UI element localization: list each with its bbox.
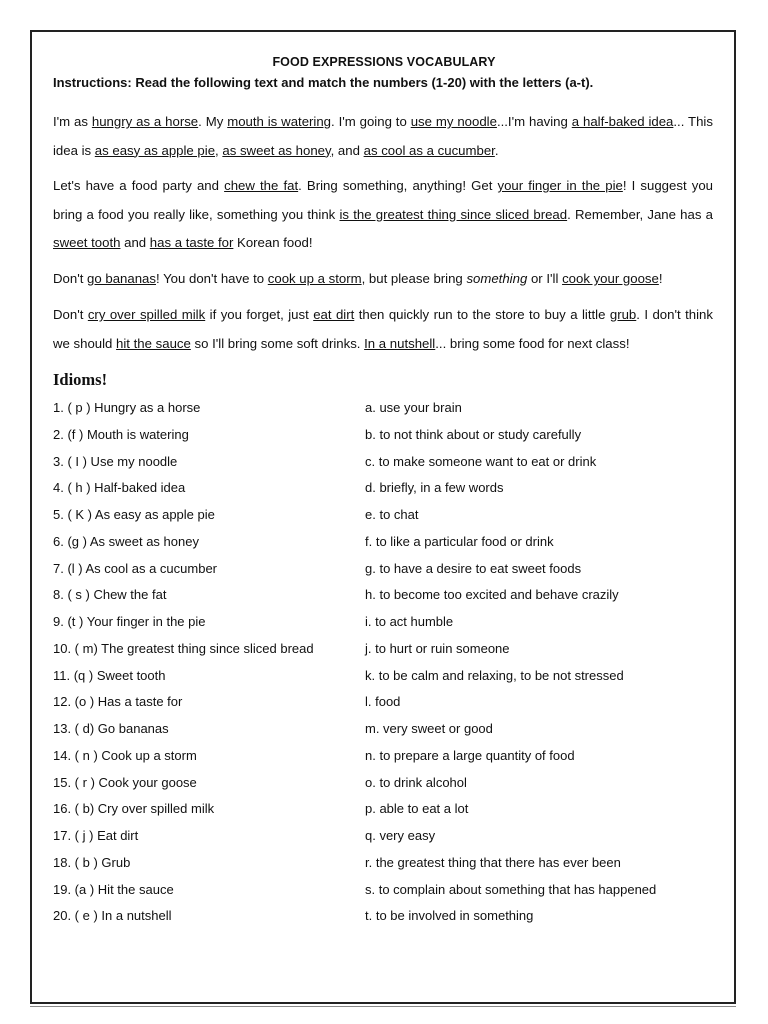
instructions: Instructions: Read the following text and match the numbers (1-20) with the letters (a-t).	[53, 75, 594, 90]
text-run: ...I'm having	[496, 114, 572, 129]
underlined-idiom: a half-baked idea	[571, 114, 674, 129]
text-run: , but please bring	[361, 271, 467, 286]
idiom-item: 12. (o ) Has a taste for	[53, 694, 183, 710]
underlined-idiom: as easy as apple pie	[94, 142, 216, 158]
underlined-idiom: is the greatest thing since sliced bread	[339, 206, 568, 222]
meaning-item: g. to have a desire to eat sweet foods	[365, 560, 582, 576]
text-run: if you forget, just	[205, 307, 314, 322]
idiom-item: 1. ( p ) Hungry as a horse	[53, 400, 201, 415]
paragraph-4	[53, 301, 713, 358]
underlined-idiom: eat dirt	[313, 307, 355, 322]
idiom-item: 17. ( j ) Eat dirt	[53, 828, 139, 843]
meaning-item: e. to chat	[365, 507, 419, 522]
page-title: FOOD EXPRESSIONS VOCABULARY	[272, 55, 496, 69]
text-run: ,	[215, 142, 223, 158]
meaning-item: r. the greatest thing that there has ever been	[365, 854, 621, 870]
underlined-idiom: grub	[609, 307, 637, 322]
text-run: ! You don't have to	[155, 271, 268, 286]
text-run: Don't	[53, 307, 88, 322]
italic-text: something	[466, 271, 528, 286]
text-run: so I'll bring some soft drinks.	[190, 335, 365, 351]
page-bottom-rule	[30, 1006, 736, 1007]
meaning-item: t. to be involved in something	[365, 908, 534, 924]
underlined-idiom: hit the sauce	[116, 335, 191, 351]
paragraph-2	[53, 172, 713, 258]
meaning-item: q. very easy	[365, 828, 436, 843]
idioms-heading: Idioms!	[53, 370, 108, 389]
idiom-item: 3. ( I ) Use my noodle	[53, 453, 178, 469]
underlined-idiom: as sweet as honey	[222, 142, 331, 158]
meaning-item: m. very sweet or good	[365, 721, 493, 736]
meaning-item: c. to make someone want to eat or drink	[365, 453, 597, 469]
text-run: and	[120, 235, 150, 250]
meaning-item: i. to act humble	[365, 614, 454, 629]
idiom-item: 16. ( b) Cry over spilled milk	[53, 801, 215, 817]
text-run: then quickly run to the store to buy a little	[354, 307, 610, 322]
idiom-item: 20. ( e ) In a nutshell	[53, 908, 172, 924]
text-run: . Remember, Jane has a	[567, 206, 713, 222]
meaning-item: s. to complain about something that has happened	[365, 881, 657, 897]
text-run: ... bring some food for next class!	[435, 335, 630, 351]
paragraph-3	[53, 265, 713, 294]
meaning-item: f. to like a particular food or drink	[365, 533, 554, 549]
underlined-idiom: as cool as a cucumber	[363, 142, 495, 158]
idiom-item: 8. ( s ) Chew the fat	[53, 587, 167, 603]
text-run: Korean food!	[233, 235, 313, 250]
underlined-idiom: cook up a storm	[267, 271, 362, 286]
underlined-idiom: use my noodle	[410, 114, 497, 129]
text-run: Don't	[53, 271, 88, 286]
underlined-idiom: your finger in the pie	[497, 178, 623, 193]
underlined-idiom: hungry as a horse	[91, 114, 199, 129]
underlined-idiom: cry over spilled milk	[87, 307, 206, 322]
text-run: . I'm going to	[331, 114, 411, 129]
text-run: Let's have a food party and	[53, 178, 225, 193]
underlined-idiom: sweet tooth	[53, 235, 121, 250]
underlined-idiom: mouth is watering	[227, 114, 332, 129]
underlined-idiom: cook your goose	[562, 271, 659, 286]
meanings-list	[365, 398, 725, 933]
meaning-item: a. use your brain	[365, 400, 462, 415]
meaning-item: j. to hurt or ruin someone	[365, 640, 510, 656]
idiom-item: 5. ( K ) As easy as apple pie	[53, 507, 215, 522]
paragraph-1	[53, 108, 713, 165]
idiom-item: 15. ( r ) Cook your goose	[53, 774, 197, 790]
underlined-idiom: has a taste for	[149, 235, 234, 250]
meaning-item: n. to prepare a large quantity of food	[365, 747, 575, 763]
meaning-item: h. to become too excited and behave crazily	[365, 587, 619, 603]
text-run: I'm as	[53, 114, 92, 129]
idiom-item: 13. ( d) Go bananas	[53, 721, 169, 736]
text-run: ! I suggest you bring a food you really like, something you think	[53, 178, 713, 222]
meaning-item: k. to be calm and relaxing, to be not stressed	[365, 667, 624, 683]
idiom-item: 7. (l ) As cool as a cucumber	[53, 560, 218, 576]
text-run: .	[494, 142, 499, 158]
meaning-item: b. to not think about or study carefully	[365, 426, 582, 442]
idiom-item: 6. (g ) As sweet as honey	[53, 533, 199, 549]
idiom-item: 11. (q ) Sweet tooth	[53, 667, 166, 683]
meaning-item: p. able to eat a lot	[365, 801, 469, 817]
meaning-item: l. food	[365, 694, 401, 710]
text-run: or I'll	[527, 271, 563, 286]
underlined-idiom: go bananas	[87, 271, 156, 286]
idiom-item: 2. (f ) Mouth is watering	[53, 426, 189, 442]
idiom-item: 19. (a ) Hit the sauce	[53, 881, 174, 897]
meaning-item: o. to drink alcohol	[365, 774, 467, 790]
meaning-item: d. briefly, in a few words	[365, 480, 504, 496]
text-run: !	[658, 271, 663, 286]
idiom-item: 14. ( n ) Cook up a storm	[53, 747, 197, 763]
text-run: . Bring something, anything! Get	[298, 178, 498, 193]
idiom-item: 4. ( h ) Half-baked idea	[53, 480, 186, 496]
idiom-item: 10. ( m) The greatest thing since sliced bread	[53, 640, 314, 656]
idiom-item: 9. (t ) Your finger in the pie	[53, 614, 206, 629]
text-run: ... This idea is	[53, 114, 713, 158]
text-run: . I don't think we should	[53, 307, 713, 351]
idioms-list	[53, 398, 353, 933]
underlined-idiom: chew the fat	[224, 178, 299, 193]
idiom-item: 18. ( b ) Grub	[53, 854, 131, 870]
text-run: , and	[330, 142, 364, 158]
text-run: . My	[198, 114, 228, 129]
underlined-idiom: In a nutshell	[364, 335, 436, 351]
